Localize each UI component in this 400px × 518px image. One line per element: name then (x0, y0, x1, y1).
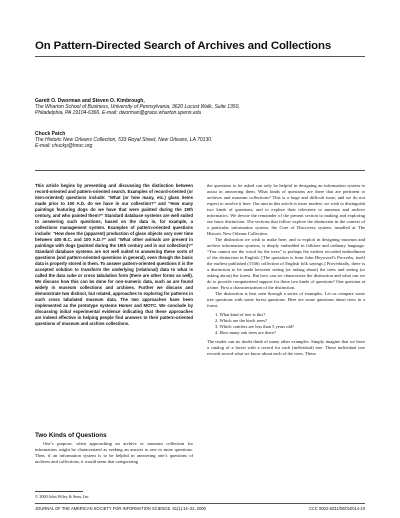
journal-citation: JOURNAL OF THE AMERICAN SOCIETY FOR INFORMATION SCIENCE. 51(1):14–22, 2000 (35, 506, 206, 511)
right-column-body (207, 183, 365, 357)
affiliation-line-2: Philadelphia, PA 19104-6366. E-mail: dworman@grace.wharton.upenn.edu (35, 110, 202, 117)
paper-title: On Pattern-Directed Search of Archives and Collections (35, 40, 332, 52)
list-item: 2. Which are the birch trees? (215, 318, 268, 324)
body-paragraph: The distinction we wish to make here, and to exploit in designing museum and archive information systems, is deeply embedded in folklore and ordinary language. “You cannot see the wood for the trees” is perhaps the earliest recorded embodiment of the distinction in English. [The quotation is from John Heywood’s Proverbs, itself the earliest published (1546) collection of English folk sayings.] Proverbially, there is a distinction to be made between seeing (or asking about) the trees and seeing (or asking about) the forest. But how can we characterize the distinction and what can we do to provide computerized support for these two kinds of questions? One question at a time. First a characterization of the distinction. (207, 237, 365, 291)
body-paragraph: the questions to be asked can only be helpful in designing an information system to assist in answering them. What kinds of questions are there that are pertinent to archives and museum collections? This is a large and difficult issue, and we do not expect to resolve it here. Our aim in this article is more modest: we wish to distinguish two kinds of questions, and to explore their relevance to museum and archive informatics. We devote the remainder of the present section to making and exploring our basic distinction. The sections that follow explore the distinction in the context of a particular information system, the Core of Discovery system, installed at The Historic New Orleans Collection. (207, 183, 365, 237)
section-heading: Two Kinds of Questions (35, 432, 107, 439)
ccc-code: CCC 0002-8231/00/010014-10 (309, 506, 365, 511)
affiliation-line-1: The Wharton School of Business, University of Pennsylvania, 3620 Locust Walk, Suite 1350, (35, 104, 240, 111)
author-block-2 (35, 131, 365, 150)
author-block-1 (35, 98, 365, 117)
left-column-body (35, 441, 193, 465)
body-paragraph: One’s purpose, when approaching an archive or museum collection for information, might be characterized as seeking an answer to one or more questions. Then, if an information system is to be helpful in answering one’s questions of archives and collections, it would seem that categorizing (35, 441, 193, 465)
body-paragraph: The reader can no doubt think of many other examples. Simply imagine that we have a catalog of a forest with a record for each (individual) tree. These individual tree records record what we know about each of the trees. These (207, 339, 365, 357)
list-item: 1. What kind of tree is this? (215, 312, 266, 318)
affiliation-line-4: E-mail: chuckp@hnoc.org (35, 143, 93, 150)
footnote-rule (35, 491, 83, 492)
author-names-1: Garett O. Dworman and Steven O. Kimbrough, (35, 98, 145, 104)
affiliation-line-3: The Historic New Orleans Collection, 533 Royal Street, New Orleans, LA 70130. (35, 137, 213, 144)
abstract: This article begins by presenting and discussing the distinction between record-oriented and pattern-oriented search. Examples of record-oriented (or item-oriented) questions include: “What (or how many, etc.) glass items made prior to 100 A.D. do we have in our collection?” and “How many paintings featuring dogs do we have that were painted during the 19th century, and who painted them?” Standard database systems are well suited to answering such questions, based on the data in, for example, a collections management system. Examples of pattern-oriented questions include: “How does the (apparent) production of glass objects vary over time between 400 B.C. and 100 A.D.?” and “What other animals are present in paintings with dogs (painted during the 19th century and in our collection)?” Standard database systems are not well suited to answering these sorts of questions (and pattern-oriented questions in general), even though the basic data is properly stored in them. To answer pattern-oriented questions it is the accepted solution to transform the underlying (relational) data to what is called the data cube or cross tabulation form (there are other forms as well). We discuss how this can be done for non-numeric data, such as are found widely in museum collections and archives. Further we discuss and demonstrate two distinct, but related, approaches to exploring for patterns in such cross tabulated museum data. The two approaches have been implemented as the prototype systems Homer and MOTC. We conclude by discussing initial experimental evidence indicating that these approaches are indeed effective in helping people find answers to their pattern-oriented questions of museum and archive collections. (35, 183, 193, 327)
author-names-2: Chuck Patch (35, 131, 66, 137)
copyright-notice: © 2000 John Wiley & Sons, Inc. (35, 494, 90, 499)
question-list (215, 312, 365, 336)
list-item: 3. Which conifers are less than 5 years old? (215, 324, 295, 330)
header-rule (35, 170, 365, 171)
body-paragraph: The distinction is best seen through a series of examples. Let us compare some tree questions with some forest questions. Here are some questions about trees in a forest. (207, 291, 365, 309)
page-footer (35, 503, 365, 511)
list-item: 4. How many oak trees are there? (215, 330, 276, 336)
title-rule (35, 56, 365, 57)
